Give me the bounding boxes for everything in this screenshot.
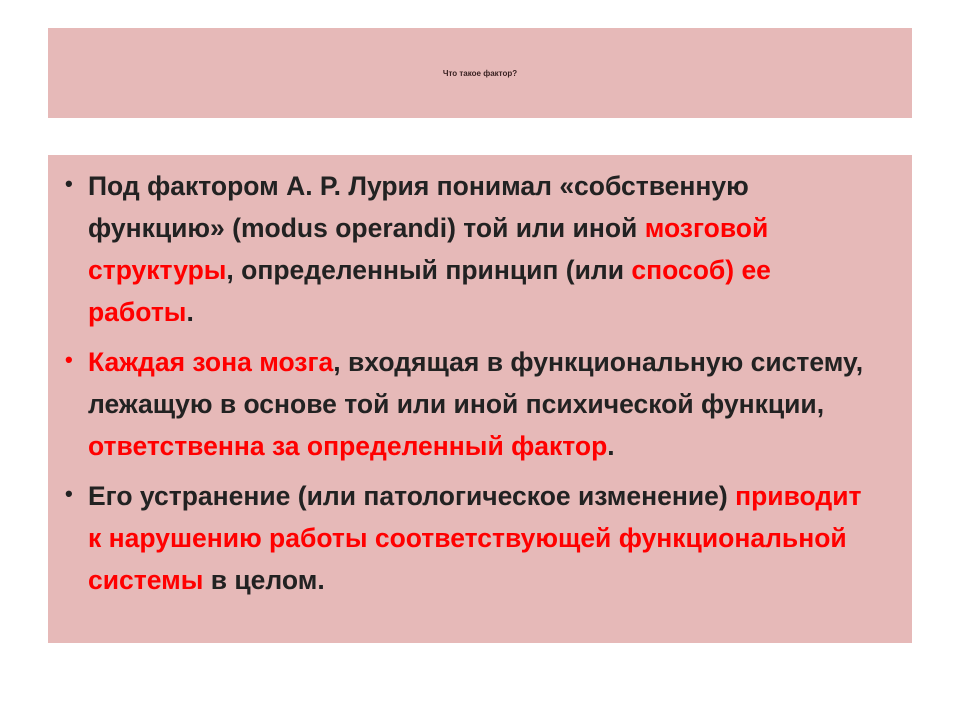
body-text: в целом. xyxy=(203,565,325,595)
content-placeholder xyxy=(48,155,912,643)
highlighted-text: приводит к нарушению работы соответствующей функциональной системы xyxy=(88,481,862,595)
bullet-item xyxy=(65,341,882,467)
highlighted-text: мозговой структуры xyxy=(88,213,769,285)
bullet-dot-icon: • xyxy=(65,171,73,196)
title-placeholder xyxy=(48,28,912,118)
bullet-item xyxy=(65,475,882,601)
bullet-item xyxy=(65,165,882,333)
body-text: Его устранение (или патологическое изменение) xyxy=(88,481,736,511)
highlighted-text: способ) ее работы xyxy=(88,255,771,327)
body-text: , определенный принцип (или xyxy=(226,255,632,285)
body-text: . xyxy=(607,431,615,461)
bullet-dot-icon: • xyxy=(65,481,73,506)
highlighted-text: ответственна за определенный фактор xyxy=(88,431,608,461)
highlighted-text: Каждая зона мозга xyxy=(88,347,334,377)
body-text: , входящая в функциональную систему, лежащую в основе той или иной психической функции, xyxy=(88,347,864,419)
slide-title: Что такое фактор? xyxy=(442,68,518,78)
body-text: . xyxy=(186,297,194,327)
bullet-dot-icon: • xyxy=(65,347,73,372)
body-text: Под фактором А. Р. Лурия понимал «собственную функцию» (modus operandi) той или иной xyxy=(88,171,749,243)
bullet-list xyxy=(48,155,912,601)
